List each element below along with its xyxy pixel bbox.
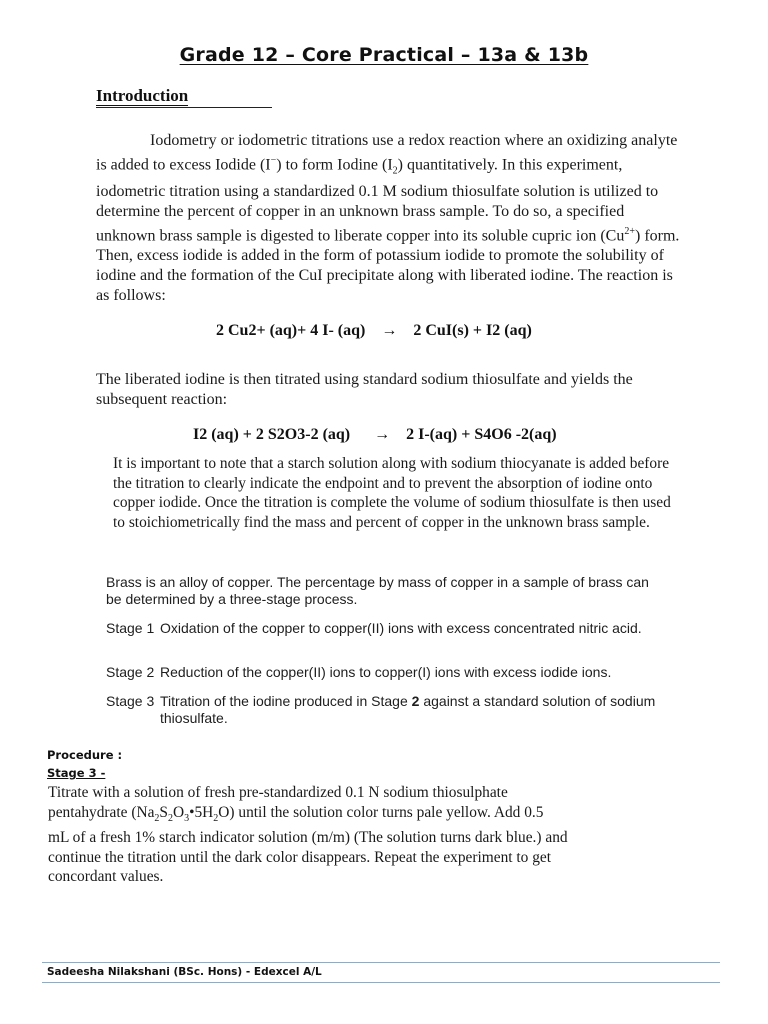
introduction-heading xyxy=(96,86,272,108)
footer-divider-bottom xyxy=(42,982,720,983)
intro-text-4: ) form. Then, excess iodide is added in the form of potassium iodide to promote the solubility of iodine and the formation of the CuI precipitate along with liberated iodine. The reaction is as follows: xyxy=(96,226,680,304)
stage-3-text-a: Titration of the iodine produced in Stage xyxy=(160,693,412,709)
introduction-heading-text: Introduction xyxy=(96,86,189,105)
stage-2-row xyxy=(106,664,666,681)
footer-divider-top xyxy=(42,962,720,963)
proc-text-c: O xyxy=(172,803,185,821)
intro-sup-1: − xyxy=(270,155,277,166)
proc-sub-4: 2 xyxy=(213,812,219,824)
proc-sub-2: 2 xyxy=(167,812,173,824)
stage-2-text: Reduction of the copper(II) ions to copper(I) ions with excess iodide ions. xyxy=(160,664,612,680)
procedure-stage-heading: Stage 3 - xyxy=(47,766,106,780)
brass-paragraph: Brass is an alloy of copper. The percentage by mass of copper in a sample of brass can be determined by a three-stage process. xyxy=(106,574,649,607)
proc-text-b: S xyxy=(159,803,168,821)
equation-2: I2 (aq) + 2 S2O3-2 (aq) → 2 I-(aq) + S4O6 -2(aq) xyxy=(193,426,557,443)
stage-1-label: Stage 1 xyxy=(106,620,155,636)
procedure-paragraph xyxy=(48,783,568,887)
stage-3-label: Stage 3 xyxy=(106,693,155,709)
introduction-paragraph xyxy=(96,131,686,306)
intro-text-2: ) to form Iodine (I xyxy=(276,156,393,174)
procedure-heading: Procedure : xyxy=(47,748,123,762)
stage-3-text xyxy=(160,693,666,727)
proc-text-d: •5H xyxy=(189,803,214,821)
stage-3-text-b: against a standard solution of sodium thiosulfate. xyxy=(160,693,656,726)
proc-text-e: O) until the solution color turns pale yellow. Add 0.5 mL of a fresh 1% starch indicator solution (m/m) (The solution turns dark blue.) and continue the titration until the dark color disappears. Repeat the experiment to get concordant values. xyxy=(48,803,568,886)
stage-3-text-bold: 2 xyxy=(411,693,420,709)
proc-sub-1: 2 xyxy=(154,812,160,824)
stage-1-text: Oxidation of the copper to copper(II) ions with excess concentrated nitric acid. xyxy=(160,620,642,636)
intro-text-3: ) quantitatively. In this experiment, iodometric titration using a standardized 0.1 M sodium thiosulfate solution is utilized to determine the percent of copper in an unknown brass sample. To do so, a specified unknown brass sample is digested to liberate copper into its soluble cupric ion (Cu xyxy=(96,156,659,244)
intro-sub-1: 2 xyxy=(392,165,398,177)
stage-3-row xyxy=(106,693,666,727)
page-title: Grade 12 – Core Practical – 13a & 13b xyxy=(179,44,589,66)
equation-1: 2 Cu2+ (aq)+ 4 I- (aq) → 2 CuI(s) + I2 (aq) xyxy=(216,322,532,339)
stage-2-label: Stage 2 xyxy=(106,664,155,680)
stage-1-row xyxy=(106,620,666,637)
proc-text-a: Titrate with a solution of fresh pre-standardized 0.1 N sodium thiosulphate pentahydrate (Na xyxy=(48,784,508,821)
proc-sub-3: 3 xyxy=(184,812,190,824)
intro-sup-2: 2+ xyxy=(624,225,635,237)
important-note-paragraph: It is important to note that a starch solution along with sodium thiocyanate is added before the titration to clearly indicate the endpoint and to prevent the absorption of iodine onto copper iodide. Once the titration is complete the volume of sodium thiosulfate is then used to stoichiometrically find the mass and percent of copper in the unknown brass sample. xyxy=(113,455,671,531)
liberated-iodine-paragraph: The liberated iodine is then titrated using standard sodium thiosulfate and yields the subsequent reaction: xyxy=(96,371,633,408)
footer-author: Sadeesha Nilakshani (BSc. Hons) - Edexcel A/L xyxy=(47,966,322,978)
intro-text-1: Iodometry or iodometric titrations use a redox reaction where an oxidizing analyte is added to excess Iodide (I xyxy=(96,132,678,174)
